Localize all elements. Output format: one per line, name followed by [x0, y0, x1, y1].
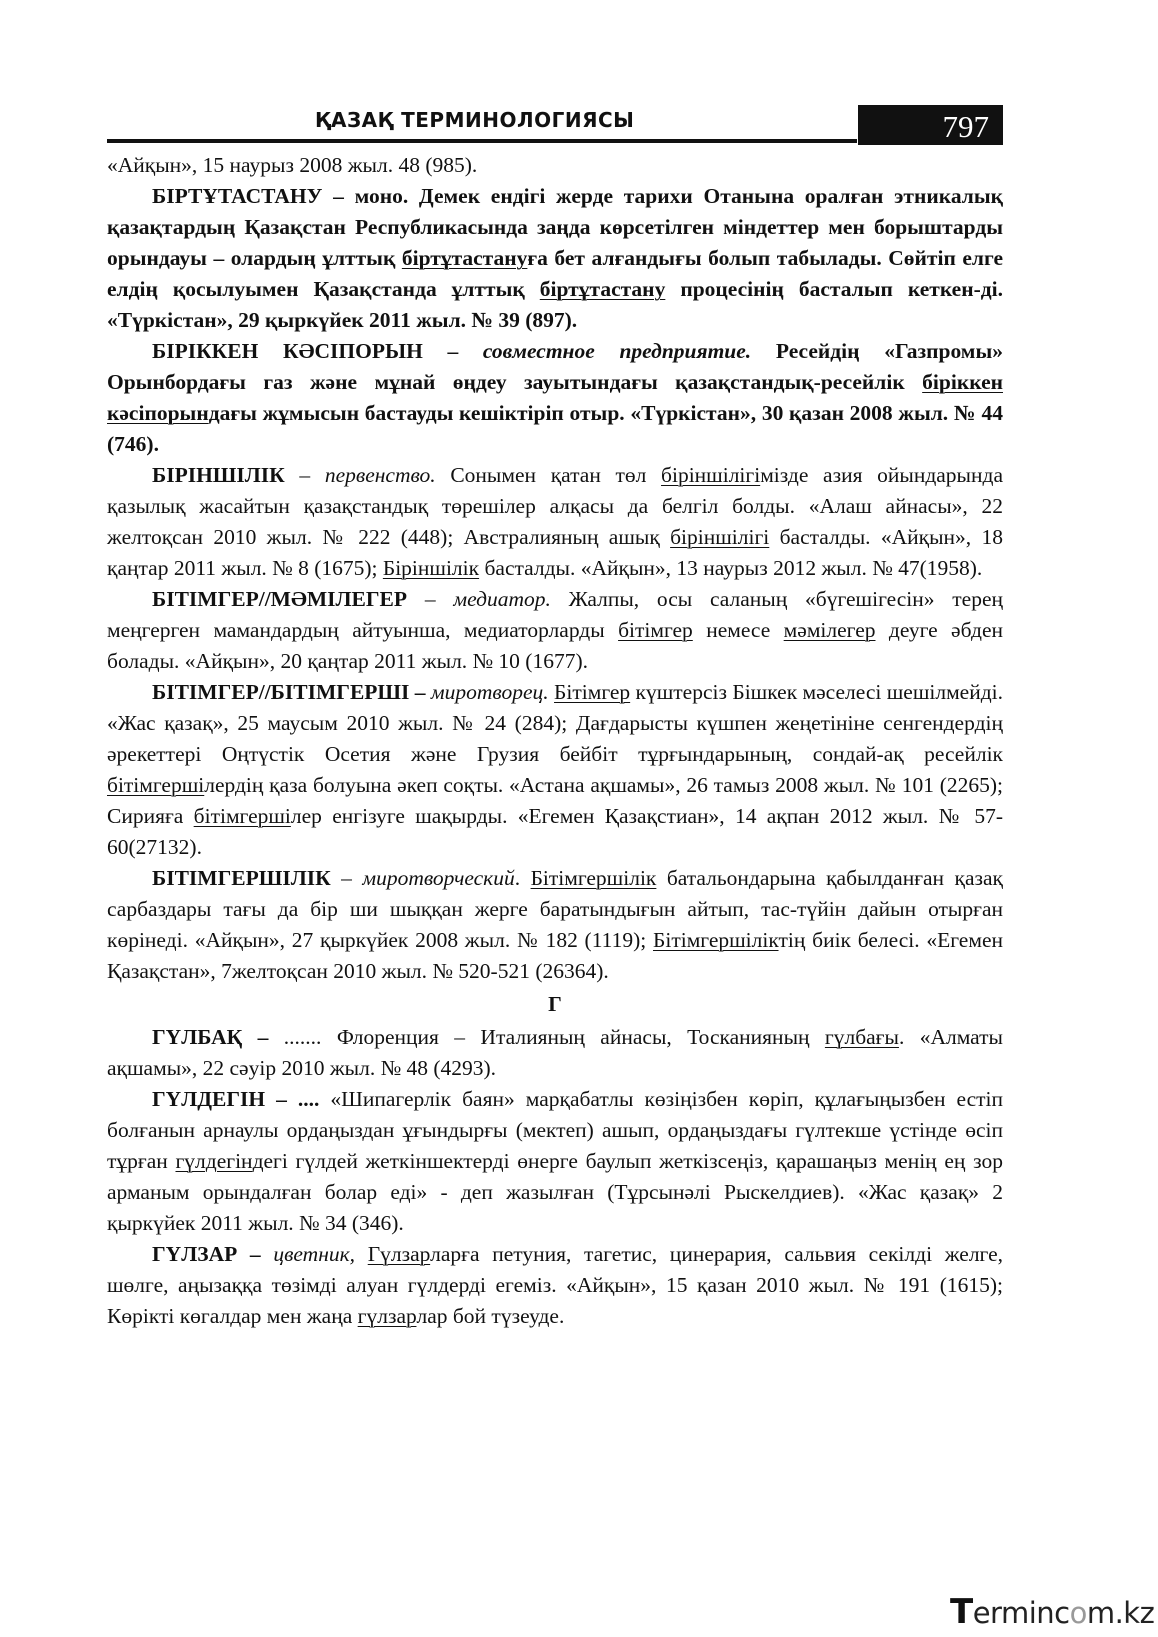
entry-text: басталды. «Айқын», 13 наурыз 2012 жыл. № 47(1958).: [479, 556, 983, 580]
highlighted-term: біртұтастану: [539, 277, 666, 301]
entry-translation: миротворец.: [430, 680, 549, 704]
highlighted-term: біріккен кәсіпорын: [107, 370, 1003, 425]
entry-headword: ГҮЛБАҚ –: [152, 1025, 269, 1049]
entry-text: БІРІККЕН КӘСІПОРЫН –: [152, 339, 483, 363]
entry-text: батальондарына қабылданған қазақ сарбаздары тағы да бір ши шыққан жерге баратындығын айтып, тас-түйін дайын отырған көрінеді. «Айқын», 27 қыркүйек 2008 жыл. № 182 (1119);: [107, 866, 1003, 952]
page-number: 797: [942, 109, 989, 144]
highlighted-term: Біріншілік: [382, 556, 480, 580]
entry-headword: ГҮЛДЕГІН – ....: [152, 1087, 320, 1111]
entry-text: . «Алматы ақшамы», 22 сәуір 2010 жыл. № 48 (4293).: [107, 1025, 1004, 1080]
entry-text: [261, 1242, 274, 1266]
entry-text: ....... Флоренция – Италияның айнасы, Тосканияның: [268, 1025, 825, 1049]
dictionary-entry: [107, 1022, 1003, 1084]
entry-text: лар бой түзеуде.: [416, 1304, 565, 1328]
entry-text: –: [330, 866, 363, 890]
dictionary-entry: [107, 336, 1003, 460]
entry-translation: медиатор.: [453, 587, 551, 611]
highlighted-term: біріншілігі: [670, 525, 770, 549]
entry-text: [355, 1242, 368, 1266]
entry-text: БІРТҰТАСТАНУ – моно. Демек ендігі жерде тарихи Отанына оралған этникалық қазақтардың Қазақстан Республикасында заңда көрсетілген міндеттер мен борыштарды орындауы – олардың ұлттық: [107, 184, 1003, 270]
entry-text: күштерсіз Бішкек мәселесі шешілмейді. «Жас қазақ», 25 маусым 2010 жыл. № 24 (284); Дағдарысты күшпен жеңетініне сенгендердің әрекеттері Оңтүстік Осетия және Грузия бейбіт тұрғындарының, сондай-ақ ресейлік: [107, 680, 1004, 766]
entry-translation: первенство.: [324, 463, 436, 487]
dictionary-entry: [107, 584, 1003, 677]
watermark-t: T: [950, 1592, 973, 1632]
highlighted-term: Бітімгер: [554, 680, 631, 704]
entry-text: тің биік белесі. «Егемен Қазақстан», 7желтоқсан 2010 жыл. № 520-521 (26364).: [107, 928, 1003, 983]
highlighted-term: Бітімгершілік: [530, 866, 657, 890]
entry-headword: БІТІМГЕРШІЛІК: [152, 866, 331, 890]
continued-citation: [107, 150, 1003, 181]
entry-text: ға бет алғандығы болып табылады. Сөйтіп елге елдің қосылуымен Қазақстанда ұлттық: [107, 246, 1003, 301]
highlighted-term: бітімгер: [618, 618, 693, 642]
page-number-box: [858, 105, 1003, 145]
highlighted-term: мәмілегер: [783, 618, 876, 642]
entry-text: басталды. «Айқын», 18 қаңтар 2011 жыл. № 8 (1675);: [107, 525, 1003, 580]
section-letter: [107, 989, 1003, 1020]
entry-text: –: [407, 587, 454, 611]
dictionary-entry: [107, 863, 1003, 987]
entry-text: Ресейдің «Газпромы» Орынбордағы газ және мұнай өңдеу зауытындағы қазақстандық-ресейлік: [107, 339, 1003, 394]
highlighted-term: біріншілігі: [661, 463, 761, 487]
entry-headword: БІТІМГЕР//МӘМІЛЕГЕР: [152, 587, 408, 611]
highlighted-term: гүлдегін: [175, 1149, 253, 1173]
highlighted-term: бітімгерші: [107, 773, 205, 797]
termincom-watermark[interactable]: [950, 1592, 1154, 1632]
dictionary-entry: [107, 1084, 1003, 1239]
entry-text: мізде азия ойындарында қазылық жасайтын қазақстандық төрешілер алқасы да белгіл болды. «Алаш айнасы», 22 желтоқсан 2010 жыл. № 222 (448); Австралияның ашық: [107, 463, 1003, 549]
entry-text: Г: [548, 992, 562, 1016]
entry-headword: БІРІНШІЛІК: [152, 463, 285, 487]
entry-text: дағы жұмысын бастауды кешіктіріп отыр. «Түркістан», 30 қазан 2008 жыл. № 44 (746).: [107, 401, 1003, 456]
watermark-part2: m.kz: [1086, 1596, 1155, 1630]
watermark-part1: erminc: [972, 1596, 1070, 1630]
highlighted-term: гүлзар: [357, 1304, 417, 1328]
entry-text: деуге әбден болады. «Айқын», 20 қаңтар 2011 жыл. № 10 (1677).: [107, 618, 1003, 673]
entry-text: Сонымен қатан төл: [435, 463, 662, 487]
highlighted-term: бітімгерші: [193, 804, 291, 828]
entry-text: лер енгізуге шақырды. «Егемен Қазақстиан», 14 ақпан 2012 жыл. № 57-60(27132).: [107, 804, 1003, 859]
dictionary-entry: [107, 677, 1003, 863]
dictionary-body: [107, 150, 1003, 1332]
entry-text: дегі гүлдей жеткіншектерді өнерге баулып жеткізсеңіз, қарашаңыз менің ең зор арманым орындалған болар еді» - деп жазылған (Тұрсынәлі Рыскелдиев). «Жас қазақ» 2 қыркүйек 2011 жыл. № 34 (346).: [107, 1149, 1004, 1235]
entry-text: немесе: [692, 618, 784, 642]
running-header-title: ҚАЗАҚ ТЕРМИНОЛОГИЯСЫ: [315, 108, 635, 132]
header-rule: [107, 139, 857, 143]
entry-headword: БІТІМГЕР//БІТІМГЕРШІ –: [152, 680, 426, 704]
entry-text: лердің қаза болуына әкеп соқты. «Астана ақшамы», 26 тамыз 2008 жыл. № 101 (2265); Сирияға: [107, 773, 1003, 828]
entry-text: «Айқын», 15 наурыз 2008 жыл. 48 (985).: [107, 153, 478, 177]
entry-text: «Шипагерлік баян» марқабатлы көзіңізбен көріп, құлағыңызбен естіп болғанын арнаулы ордаңыздан ұғындырғы (мектеп) ашып, ордаңыздағы гүлтекше үстінде өсіп тұрған: [107, 1087, 1003, 1173]
entry-translation: цветник,: [273, 1242, 356, 1266]
highlighted-term: Гүлзар: [367, 1242, 431, 1266]
highlighted-term: біртұтастану: [401, 246, 528, 270]
entry-text: процесінің басталып кеткен-ді. «Түркістан», 29 қыркүйек 2011 жыл. № 39 (897).: [107, 277, 1003, 332]
entry-headword: ГҮЛЗАР –: [152, 1242, 261, 1266]
dictionary-entry: [107, 181, 1003, 336]
entry-text: –: [284, 463, 325, 487]
entry-text: .: [514, 866, 531, 890]
entry-translation: совместное предприятие.: [482, 339, 752, 363]
dictionary-entry: [107, 1239, 1003, 1332]
entry-text: Жалпы, осы саланың «бүгешігесін» терең меңгерген мамандардың айтуынша, медиаторларды: [107, 587, 1003, 642]
highlighted-term: Бітімгершілік: [653, 928, 779, 952]
entry-translation: миротворческий: [362, 866, 515, 890]
watermark-o: o: [1069, 1596, 1087, 1630]
highlighted-term: гүлбағы: [824, 1025, 899, 1049]
dictionary-entry: [107, 460, 1003, 584]
entry-text: ларға петуния, тагетис, цинерария, сальвия секілді желге, шөлге, аңызаққа төзімді алуан гүлдерді егеміз. «Айқын», 15 қазан 2010 жыл. № 191 (1615); Көрікті көгалдар мен жаңа: [107, 1242, 1004, 1328]
